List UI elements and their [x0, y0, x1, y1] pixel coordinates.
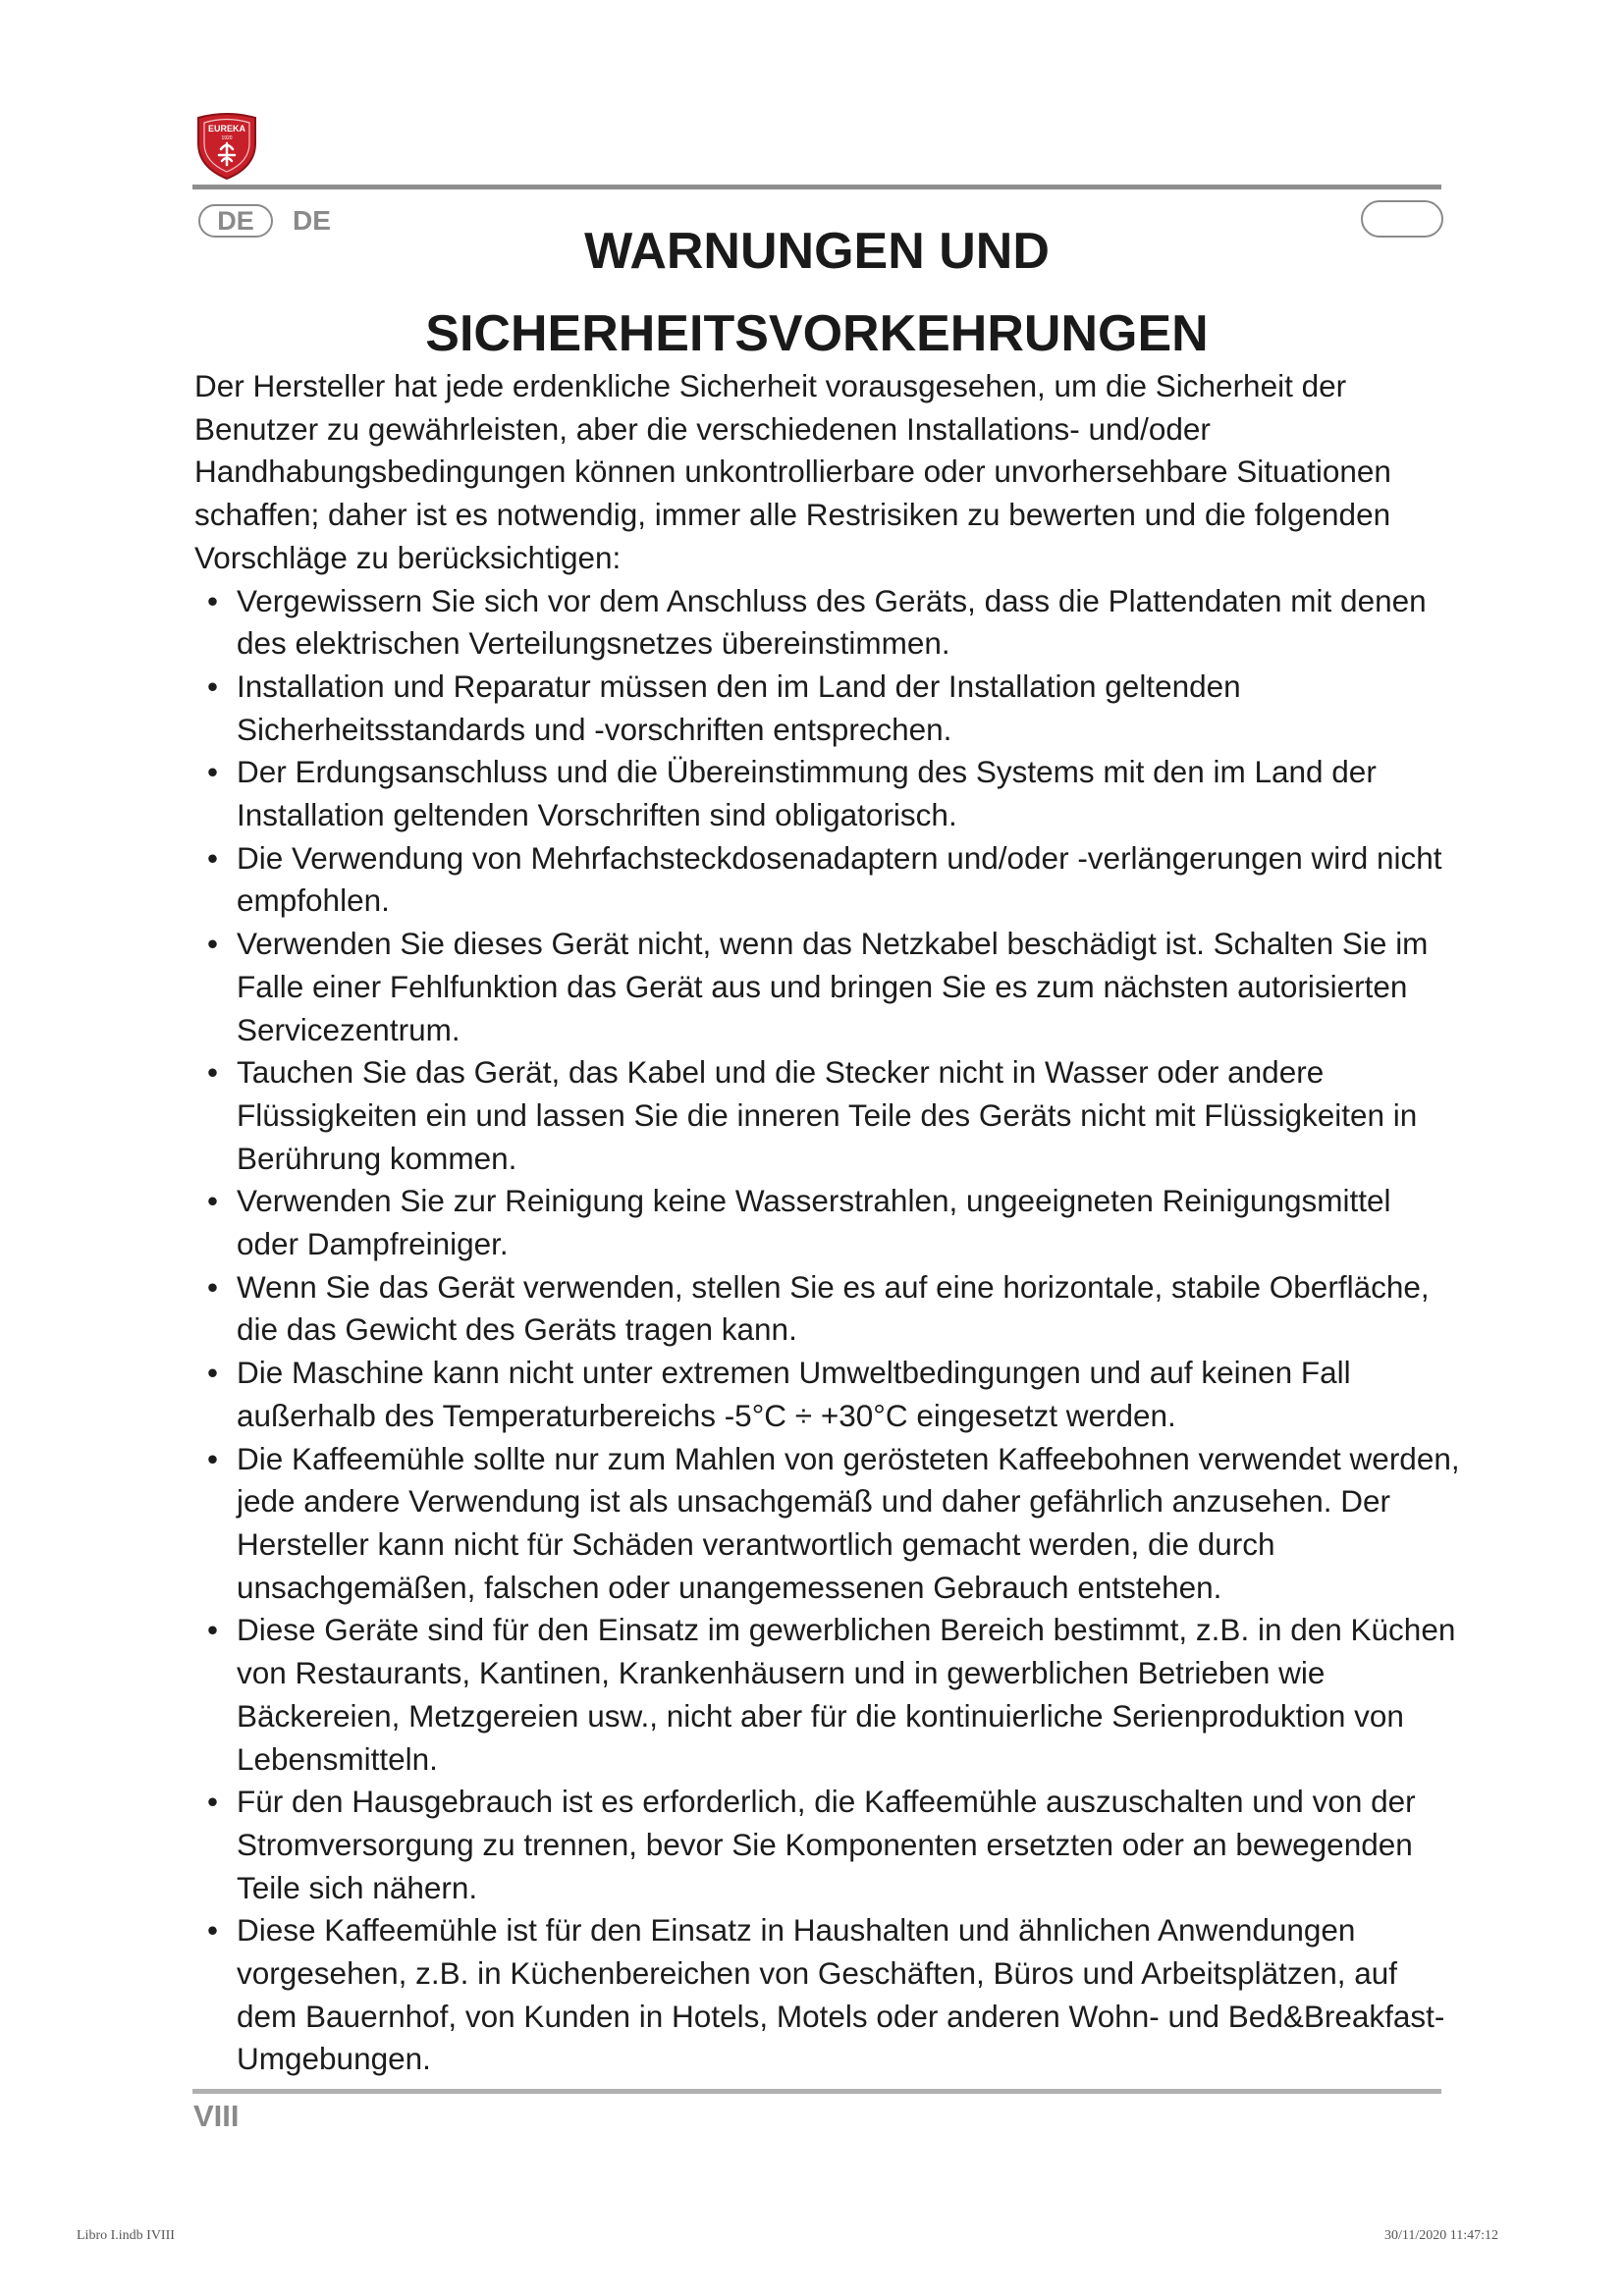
list-item-text: Wenn Sie das Gerät verwenden, stellen Sie es auf eine horizontale, stabile Oberfläche, die das Gewicht des Geräts tragen kann.	[237, 1268, 1430, 1348]
footer-rule	[192, 2089, 1441, 2094]
bullet-icon: •	[207, 1183, 219, 1219]
logo-brand-text: EUREKA	[207, 124, 246, 133]
list-item	[194, 1352, 1461, 1437]
bullet-icon: •	[207, 1784, 219, 1820]
print-slug-timestamp: 30/11/2020 11:47:12	[1384, 2228, 1499, 2243]
list-item-text: Für den Hausgebrauch ist es erforderlich, die Kaffeemühle auszuschalten und von der Stromversorgung zu trennen, bevor Sie Komponenten ersetzten oder an bewegenden Teile sich nähern.	[237, 1784, 1416, 1905]
warnings-content	[194, 365, 1461, 2081]
list-item	[194, 1909, 1461, 2081]
list-item	[194, 1051, 1461, 1180]
page-title-line-2: SICHERHEITSVORKEHRUNGEN	[425, 305, 1209, 362]
intro-paragraph: Der Hersteller hat jede erdenkliche Sicherheit vorausgesehen, um die Sicherheit der Benutzer zu gewährleisten, aber die verschiedenen Installations- und/oder Handhabungsbedingungen können unkontrollierbare oder unvorhersehbare Situationen schaffen; daher ist es notwendig, immer alle Restrisiken zu bewerten und die folgenden Vorschläge zu berücksichtigen:	[194, 368, 1391, 575]
list-item	[194, 1609, 1461, 1781]
header-rule	[192, 185, 1441, 189]
list-item-text: Die Maschine kann nicht unter extremen Umweltbedingungen und auf keinen Fall außerhalb des Temperaturbereichs -5°C ÷ +30°C eingesetzt werden.	[237, 1355, 1351, 1433]
bullet-icon: •	[207, 1912, 219, 1949]
bullet-icon: •	[207, 582, 219, 618]
list-item	[194, 923, 1461, 1051]
list-item	[194, 837, 1461, 923]
list-item	[194, 1180, 1461, 1265]
eureka-logo	[192, 110, 261, 181]
bullet-icon: •	[207, 1054, 219, 1091]
list-item	[194, 751, 1461, 836]
warnings-list	[194, 580, 1461, 2082]
list-item-text: Installation und Reparatur müssen den im Land der Installation geltenden Sicherheitsstandards und -vorschriften entsprechen.	[237, 667, 1241, 747]
page-title-line-1: WARNUNGEN UND	[584, 223, 1050, 280]
bullet-icon: •	[207, 1268, 219, 1305]
list-item-text: Vergewissern Sie sich vor dem Anschluss des Geräts, dass die Plattendaten mit denen des elektrischen Verteilungsnetzes übereinstimmen.	[237, 582, 1427, 662]
list-item-text: Verwenden Sie zur Reinigung keine Wasserstrahlen, ungeeigneten Reinigungsmittel oder Dampfreiniger.	[237, 1183, 1391, 1262]
list-item-text: Die Verwendung von Mehrfachsteckdosenadaptern und/oder -verlängerungen wird nicht empfohlen.	[237, 839, 1442, 919]
bullet-icon: •	[207, 926, 219, 962]
list-item-text: Diese Geräte sind für den Einsatz im gewerblichen Bereich bestimmt, z.B. in den Küchen von Restaurants, Kantinen, Krankenhäusern und in gewerblichen Betrieben wie Bäckereien, Metzgereien usw., nicht aber für die kontinuierliche Serienproduktion von Lebensmitteln.	[237, 1612, 1456, 1777]
list-item	[194, 580, 1461, 666]
bullet-icon: •	[207, 754, 219, 790]
list-item-text: Diese Kaffeemühle ist für den Einsatz in Haushalten und ähnlichen Anwendungen vorgesehen, z.B. in Küchenbereichen von Geschäften, Büros und Arbeitsplätzen, auf dem Bauernhof, von Kunden in Hotels, Motels oder anderen Wohn- und Bed&Breakfast-Umgebungen.	[237, 1912, 1445, 2077]
list-item-text: Verwenden Sie dieses Gerät nicht, wenn das Netzkabel beschädigt ist. Schalten Sie im Falle einer Fehlfunktion das Gerät aus und bringen Sie es zum nächsten autorisierten Servicezentrum.	[237, 926, 1429, 1047]
list-item-text: Tauchen Sie das Gerät, das Kabel und die Stecker nicht in Wasser oder andere Flüssigkeiten ein und lassen Sie die inneren Teile des Geräts nicht mit Flüssigkeiten in Berührung kommen.	[237, 1054, 1418, 1176]
list-item	[194, 1781, 1461, 1909]
page-title	[192, 210, 1441, 375]
bullet-icon: •	[207, 1612, 219, 1648]
list-item	[194, 1438, 1461, 1610]
list-item	[194, 1266, 1461, 1352]
bullet-icon: •	[207, 839, 219, 876]
list-item-text: Der Erdungsanschluss und die Übereinstimmung des Systems mit den im Land der Installation geltenden Vorschriften sind obligatorisch.	[237, 754, 1377, 833]
bullet-icon: •	[207, 1440, 219, 1476]
bullet-icon: •	[207, 1355, 219, 1391]
list-item	[194, 666, 1461, 751]
language-label: DE	[293, 205, 331, 236]
list-item-text: Die Kaffeemühle sollte nur zum Mahlen von gerösteten Kaffeebohnen verwendet werden, jede andere Verwendung ist als unsachgemäß und daher gefährlich anzusehen. Der Hersteller kann nicht für Schäden verantwortlich gemacht werden, die durch unsachgemäßen, falschen oder unangemessenen Gebrauch entstehen.	[237, 1440, 1460, 1605]
print-slug-file: Libro I.indb IVIII	[77, 2228, 175, 2243]
language-badge: DE	[198, 204, 273, 238]
bullet-icon: •	[207, 667, 219, 704]
logo-year-text: 1920	[221, 135, 233, 141]
page-number: VIII	[193, 2099, 240, 2133]
